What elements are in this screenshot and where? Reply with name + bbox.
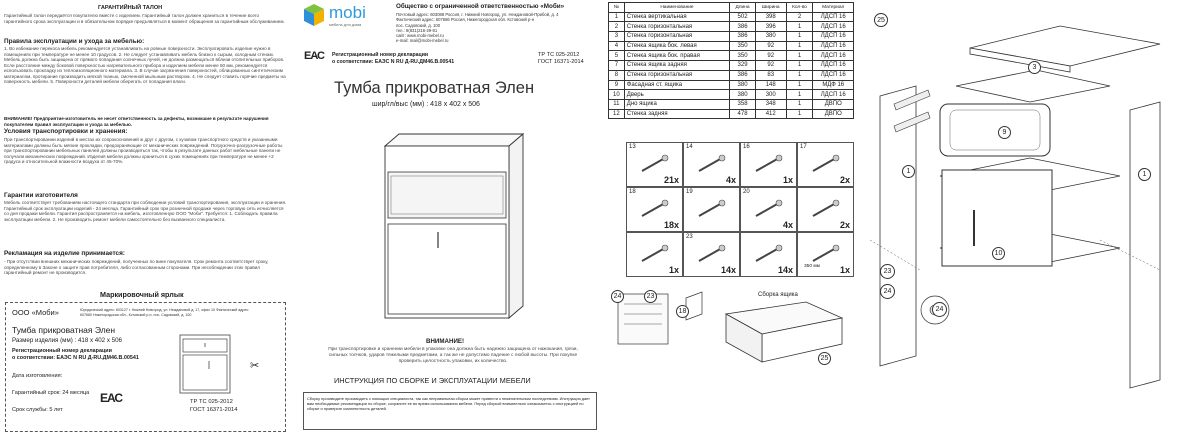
company-address xyxy=(396,12,558,44)
table-cell: 502 xyxy=(730,12,756,22)
address-line: сайт: www.mobi-mebel.ru xyxy=(396,33,444,39)
cam-bolt-icon xyxy=(696,244,726,264)
rules-title: Правила эксплуатации и ухода за мебелью: xyxy=(4,38,145,45)
address-line: e-mail: mail@mobi-mebel.ru xyxy=(396,38,449,44)
table-row xyxy=(609,61,854,71)
hardware-item xyxy=(626,142,683,187)
table-cell: 7 xyxy=(609,61,625,71)
table-cell: 398 xyxy=(755,12,786,22)
instruction-title: ИНСТРУКЦИЯ ПО СБОРКЕ И ЭКСПЛУАТАЦИИ МЕБЕЛИ xyxy=(334,376,531,385)
rules-text: 1. Во избежание перекоса мебель рекомендуется устанавливать на ровные поверхности. Эксплуатировать изделие нужно в помещениях при температуре не менее 10 градусов. 2. Не следует устанавливать мебель близко к сырым, холодным стенам. Мебель должна быть защищена от прямого попадания солнечных лучей, не должна размещаться вблизи отопительных приборов. Если расстояние между боковой поверхностью нагревательного прибора и изделием мебели менее 50 мм, рекомендуется использовать прокладку из теплоизоляционного материала. 3. В случае загрязнения поверхностей, облицованных синтетическим материалом, протирание производить мягкой тканью, смоченной мыльным раствором. 4. Не следует ставить горячие предметы на поверхность мебели. 5. Поверхности деталей мебели оберегать от попадания влаги. xyxy=(4,46,286,84)
col-header: № xyxy=(609,3,625,13)
hardware-quantity: 18х xyxy=(663,220,679,230)
table-row xyxy=(609,80,854,90)
hinge-icon xyxy=(696,199,726,219)
table-cell: 8 xyxy=(609,70,625,80)
drawer-assembly-label: Сборка ящика xyxy=(758,292,798,298)
table-row xyxy=(609,51,854,61)
claims-text: - При отсутствии внешних механических повреждений, полученных по вине покупателя. Срок ремонта соответствует сроку, определенному в Законе о защите прав потребителя, либо согласованным сторонами. При несоблюдении этих правил гарантийный ремонт не производится. xyxy=(4,259,269,275)
label-gost: ГОСТ 16371-2014 xyxy=(190,407,238,413)
hardware-item xyxy=(740,232,797,277)
table-row xyxy=(609,41,854,51)
reg-line-1: Регистрационный номер декларации xyxy=(332,52,429,58)
table-cell: Дно ящика xyxy=(624,99,729,109)
table-cell: 380 xyxy=(755,32,786,42)
tr-standard: ТР ТС 025-2012 xyxy=(538,52,580,58)
address-line: Фактический адрес: 607686 Россия, Нижегородская обл. Кстовский р-н xyxy=(396,17,535,23)
parts-panel xyxy=(606,0,856,439)
table-cell: 350 xyxy=(730,41,756,51)
table-cell: Стенка ящика задняя xyxy=(624,61,729,71)
table-cell: 1 xyxy=(609,12,625,22)
table-cell: 2 xyxy=(786,12,813,22)
label-size xyxy=(12,337,122,344)
callout-badge: 24 xyxy=(880,284,895,299)
hardware-number: 14 xyxy=(686,144,693,150)
hardware-quantity: 1х xyxy=(668,265,679,275)
transport-title: Условия транспортировки и хранения: xyxy=(4,128,128,135)
table-cell: 92 xyxy=(755,61,786,71)
table-cell: 12 xyxy=(609,109,625,119)
table-row xyxy=(609,70,854,80)
label-cabinet-icon xyxy=(178,333,234,397)
table-cell: 1 xyxy=(786,41,813,51)
dims-value: 418 х 402 х 506 xyxy=(430,101,480,108)
address-line: пос. Садовский, д. 100 xyxy=(396,22,441,28)
hardware-number: 23 xyxy=(686,234,693,240)
table-cell: ЛДСП 16 xyxy=(813,22,854,32)
col-header: Наименование xyxy=(624,3,729,13)
table-cell: 350 xyxy=(730,51,756,61)
hardware-quantity: 14х xyxy=(720,265,736,275)
hardware-quantity: 2х xyxy=(839,175,850,185)
table-cell: ЛДСП 16 xyxy=(813,61,854,71)
label-product: Тумба прикроватная Элен xyxy=(12,325,116,335)
table-cell: 412 xyxy=(755,109,786,119)
callout-badge: 23 xyxy=(880,264,895,279)
hardware-quantity: 21х xyxy=(663,175,679,185)
product-dims xyxy=(372,101,480,108)
company-name: Общество с ограниченной ответственностью «Моби» xyxy=(396,3,565,10)
callout-badge: 25 xyxy=(818,352,831,365)
cabinet-drawing xyxy=(375,132,527,322)
hardware-item xyxy=(797,232,854,277)
label-made: Дата изготовления: xyxy=(12,373,63,379)
hardware-number: 13 xyxy=(629,144,636,150)
bracket-icon xyxy=(639,244,669,264)
table-row xyxy=(609,99,854,109)
hardware-number: 17 xyxy=(800,144,807,150)
reg-line-2: о соответствии: ЕАЭС N RU Д-RU.ДМ46.В.00541 xyxy=(332,59,455,65)
label-tr: ТР ТС 025-2012 xyxy=(190,399,233,405)
label-size-value: 418 х 402 х 506 xyxy=(77,337,122,344)
table-cell: 478 xyxy=(730,109,756,119)
table-row xyxy=(609,22,854,32)
hardware-quantity: 4х xyxy=(782,220,793,230)
table-cell: ЛДСП 16 xyxy=(813,12,854,22)
callout-badge: 1 xyxy=(1138,168,1151,181)
title-panel xyxy=(298,0,603,439)
confirmat-screw-icon xyxy=(639,154,669,174)
gost-standard: ГОСТ 16371-2014 xyxy=(538,59,584,65)
label-reg-value: о соответствии: ЕАЭС N RU Д-RU.ДМ46.B.00541 xyxy=(12,355,139,361)
table-cell: Дверь xyxy=(624,90,729,100)
hardware-item xyxy=(683,232,740,277)
hardware-grid xyxy=(626,142,856,277)
product-title: Тумба прикроватная Элен xyxy=(334,79,535,97)
warranty-intro: Гарантийный талон передаётся покупателю вместе с изделием. Гарантийный талон должен храниться в течение всего гарантийного срока эксплуатации и в обязательном порядке предъявляться в момент обращения за гарантийным обслуживанием. xyxy=(4,13,285,24)
hardware-quantity: 14х xyxy=(777,265,793,275)
table-cell: 386 xyxy=(730,70,756,80)
col-header: Материал xyxy=(813,3,854,13)
hardware-number: 16 xyxy=(743,144,750,150)
mobi-logo-sub: мебель для дома xyxy=(329,22,362,27)
screw-icon xyxy=(696,154,726,174)
table-cell: 1 xyxy=(786,80,813,90)
guarantee-text: Мебель соответствует требованиям настоящего стандарта при соблюдении условий транспортирования, эксплуатации и хранения. Гарантийный срок эксплуатации изделий - 24 месяца. Гарантийный срок при розничной продаже через торговую сеть исчисляется со дня продажи мебели. Гарантия распространяется на мебель, изготовленную ООО "Моби". Требуется: 1. Соблюдать правила эксплуатации мебели. 2. Не производить ремонт мебели самостоятельно без вызванного специалиста. xyxy=(4,200,287,222)
dims-label: шир/гл/выс (мм) : xyxy=(372,101,429,108)
hardware-item xyxy=(740,187,797,232)
guarantee-title: Гарантии изготовителя xyxy=(4,192,78,199)
table-cell: 2 xyxy=(609,22,625,32)
attention-text: При транспортировке и хранении мебели в упаковке она должна быть надежно защищена от нажокания, грязи, сильных толчков, ударов тяжелыми предметами, а так же не допустимо падение с любой высоты. При покупке проверить целостность упаковки, их количество. xyxy=(328,347,578,364)
label-company: ООО «Моби» xyxy=(12,308,59,317)
assembly-note: Сборку производите производить с помощью специалиста, так как неправильная сборка может привести к нежелательным последствиям. Инструкция дает вам необходимые рекомендации по сборке, сохраните ее во время использования мебели. Перед сборкой внимательно ознакомьтесь с инструкцией по сборке и проверьте комплектность деталей. xyxy=(303,392,597,430)
attention-title: ВНИМАНИЕ! xyxy=(426,338,465,345)
hardware-item xyxy=(797,187,854,232)
label-service: Срок службы: 5 лет xyxy=(12,407,63,413)
table-cell: 3 xyxy=(609,32,625,42)
table-cell: 1 xyxy=(786,61,813,71)
table-cell: 11 xyxy=(609,99,625,109)
table-row xyxy=(609,90,854,100)
table-cell: 1 xyxy=(786,51,813,61)
eac-logo: ЕАС xyxy=(304,50,324,62)
callout-badge: 24 xyxy=(932,302,947,317)
table-cell: ЛДСП 16 xyxy=(813,32,854,42)
label-warranty: Гарантийный срок: 24 месяца xyxy=(12,390,90,396)
mobi-logo-cube-icon xyxy=(303,3,325,27)
table-cell: Стенка горизонтальная xyxy=(624,22,729,32)
hardware-item xyxy=(740,142,797,187)
hardware-number: 19 xyxy=(686,189,693,195)
slide-length: 350 мм xyxy=(804,264,820,269)
warranty-title: ГАРАНТИЙНЫЙ ТАЛОН xyxy=(98,5,163,11)
table-cell: 1 xyxy=(786,90,813,100)
table-cell: Стенка ящика бок. правая xyxy=(624,51,729,61)
table-row xyxy=(609,12,854,22)
callout-badge: 10 xyxy=(992,247,1005,260)
transport-text: При транспортировании изделий в местах их сопрокосновений ж друг с другом, с кузовом транспортного средств и указанными материалами должны быть мягкие прокладки, предохраняющие от механических повреждений. Погрузочно-разгрузочные работы при транспортировании мебельных панелей должны производиться так, чтобы в результате данных работ мебельные панели не получали механических повреждений. Изделия мебели должны храниться в сухих помещениях при температуре не менее +2 градуса и относительной влажности воздуха от 45-70%. xyxy=(4,137,283,164)
callout-badge: 25 xyxy=(874,13,888,27)
address-line: тел.: 8(831)216-29-81 xyxy=(396,27,438,33)
table-row xyxy=(609,32,854,42)
table-cell: 300 xyxy=(755,90,786,100)
table-cell: 1 xyxy=(786,32,813,42)
callout-badge: 23 xyxy=(644,290,657,303)
col-header: Ширина xyxy=(755,3,786,13)
table-cell: 380 xyxy=(730,90,756,100)
label-size-label: Размер изделия (мм) : xyxy=(12,337,77,344)
col-header: Кол-во xyxy=(786,3,813,13)
table-cell: 329 xyxy=(730,61,756,71)
table-cell: 380 xyxy=(730,80,756,90)
table-cell: 396 xyxy=(755,22,786,32)
callout-badge: 18 xyxy=(676,305,689,318)
cam-lock-icon xyxy=(753,244,783,264)
hardware-quantity: 1х xyxy=(782,175,793,185)
table-cell: 1 xyxy=(786,70,813,80)
exploded-view-panel xyxy=(860,0,1200,439)
hinge-icon xyxy=(810,199,840,219)
table-cell: 92 xyxy=(755,51,786,61)
warning-text: ВНИМАНИЕ! Предприятие-изготовитель не несет ответственность за дефекты, возникшие в результате нарушения покупателем правил эксплуатации и ухода за мебелью. xyxy=(4,116,269,127)
table-cell: 358 xyxy=(730,99,756,109)
table-cell: 4 xyxy=(609,41,625,51)
table-cell: ЛДСП 16 xyxy=(813,41,854,51)
parts-table-header-row xyxy=(609,3,854,13)
hardware-item xyxy=(683,187,740,232)
table-cell: МДФ 16 xyxy=(813,80,854,90)
table-cell: 83 xyxy=(755,70,786,80)
shelf-pin-icon xyxy=(810,154,840,174)
table-cell: 348 xyxy=(755,99,786,109)
table-cell: 386 xyxy=(730,22,756,32)
hardware-item xyxy=(626,232,683,277)
screw-icon xyxy=(753,199,783,219)
table-cell: 92 xyxy=(755,41,786,51)
callout-badge: 9 xyxy=(998,126,1011,139)
hardware-number: 20 xyxy=(743,189,750,195)
hardware-quantity: 1х xyxy=(839,265,850,275)
table-row xyxy=(609,109,854,119)
table-cell: Стенка горизонтальная xyxy=(624,32,729,42)
table-cell: 1 xyxy=(786,99,813,109)
table-cell: 386 xyxy=(730,32,756,42)
col-header: Длина xyxy=(730,3,756,13)
screw-icon xyxy=(639,199,669,219)
warranty-panel xyxy=(0,0,290,439)
dowel-icon xyxy=(753,154,783,174)
claims-title: Рекламация на изделие принимается: xyxy=(4,250,125,257)
table-cell: Фасадная ст. ящика xyxy=(624,80,729,90)
table-cell: ДВПО xyxy=(813,109,854,119)
table-cell: 148 xyxy=(755,80,786,90)
address-line: Почтовый адрес: 603088 Россия, г. Нижний Новгород, ул. Неждановой-Прибой, д. 4 xyxy=(396,12,559,17)
hardware-number: 18 xyxy=(629,189,636,195)
table-cell: ЛДСП 16 xyxy=(813,51,854,61)
label-reg-title: Регистрационный номер декларации xyxy=(12,348,112,354)
table-cell: Стенка задняя xyxy=(624,109,729,119)
table-cell: 5 xyxy=(609,51,625,61)
table-cell: 1 xyxy=(786,109,813,119)
table-cell: ЛДСП 16 xyxy=(813,90,854,100)
hardware-quantity: 4х xyxy=(725,175,736,185)
label-title: Маркировочный ярлык xyxy=(100,290,184,299)
table-cell: 10 xyxy=(609,90,625,100)
table-cell: 1 xyxy=(786,22,813,32)
hardware-item xyxy=(626,187,683,232)
mobi-logo-text: mobi xyxy=(329,3,366,22)
callout-badge: 1 xyxy=(902,165,915,178)
table-cell: Стенка вертикальная xyxy=(624,12,729,22)
hardware-item xyxy=(683,142,740,187)
label-card xyxy=(5,302,286,432)
table-cell: ДВПО xyxy=(813,99,854,109)
table-cell: 9 xyxy=(609,80,625,90)
callout-badge: 3 xyxy=(1028,61,1041,74)
callout-badge: 24 xyxy=(611,290,624,303)
table-cell: Стенка ящика бок. левая xyxy=(624,41,729,51)
table-cell: Стенка горизонтальная xyxy=(624,70,729,80)
hardware-quantity: 2х xyxy=(839,220,850,230)
label-eac-logo: ЕАС xyxy=(100,391,123,405)
table-cell: ЛДСП 16 xyxy=(813,70,854,80)
hardware-item xyxy=(797,142,854,187)
parts-table xyxy=(608,2,854,119)
label-address: Юридический адрес: 603127 г. Нижний Новгород, ул. Неждановой д. 17, офис 10 Фактический адрес: 607680 Нижегородская обл., Кстовский р-н, пос. Садовский, д. 100 xyxy=(80,308,250,317)
scissors-icon: ✂ xyxy=(250,360,260,372)
drawer-slide-icon xyxy=(810,244,840,264)
